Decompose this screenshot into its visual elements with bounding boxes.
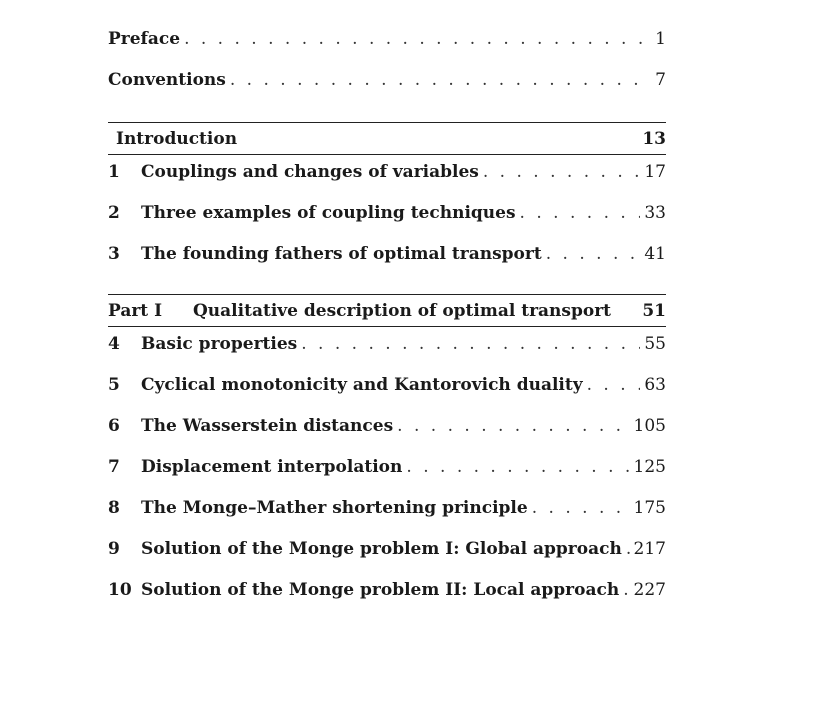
chapter-title: Solution of the Monge problem II: Local approach bbox=[141, 580, 620, 600]
entry-page: 1 bbox=[655, 29, 666, 49]
introduction-header[interactable] bbox=[108, 122, 666, 155]
toc-entry-chapter-1[interactable] bbox=[108, 159, 666, 200]
dot-leader bbox=[532, 495, 630, 521]
chapter-page: 227 bbox=[633, 580, 666, 600]
dot-leader bbox=[301, 331, 640, 357]
chapter-page: 17 bbox=[644, 162, 666, 182]
chapter-page: 63 bbox=[644, 375, 666, 395]
dot-leader bbox=[546, 241, 641, 267]
entry-page: 7 bbox=[655, 70, 666, 90]
entry-title: Preface bbox=[108, 29, 181, 49]
chapter-number: 4 bbox=[108, 334, 120, 354]
chapter-title: Three examples of coupling techniques bbox=[141, 203, 516, 223]
chapter-page: 175 bbox=[633, 498, 666, 518]
chapter-title: Cyclical monotonicity and Kantorovich duality bbox=[141, 375, 583, 395]
chapter-page: 217 bbox=[633, 539, 666, 559]
dot-leader bbox=[397, 413, 629, 439]
dot-leader bbox=[230, 67, 642, 93]
chapter-number: 10 bbox=[108, 580, 132, 600]
dot-leader bbox=[587, 372, 641, 398]
part-one-header[interactable] bbox=[108, 294, 666, 327]
part-page: 51 bbox=[642, 300, 666, 321]
table-of-contents bbox=[108, 26, 666, 618]
part-label: Part I bbox=[108, 300, 163, 321]
chapter-title: Basic properties bbox=[141, 334, 298, 354]
part-title: Qualitative description of optimal transport bbox=[193, 300, 612, 321]
toc-entry-chapter-7[interactable] bbox=[108, 454, 666, 495]
chapter-page: 33 bbox=[644, 203, 666, 223]
toc-entry-chapter-2[interactable] bbox=[108, 200, 666, 241]
chapter-title: Displacement interpolation bbox=[141, 457, 403, 477]
chapter-number: 8 bbox=[108, 498, 120, 518]
chapter-page: 105 bbox=[633, 416, 666, 436]
chapter-number: 7 bbox=[108, 457, 120, 477]
chapter-title: Couplings and changes of variables bbox=[141, 162, 479, 182]
toc-entry-chapter-6[interactable] bbox=[108, 413, 666, 454]
chapter-number: 1 bbox=[108, 162, 120, 182]
toc-entry-preface[interactable] bbox=[108, 26, 666, 67]
toc-entry-chapter-8[interactable] bbox=[108, 495, 666, 536]
dot-leader bbox=[483, 159, 641, 185]
chapter-page: 55 bbox=[644, 334, 666, 354]
toc-entry-conventions[interactable] bbox=[108, 67, 666, 108]
toc-entry-chapter-3[interactable] bbox=[108, 241, 666, 282]
dot-leader bbox=[184, 26, 642, 52]
dot-leader bbox=[406, 454, 629, 480]
chapter-page: 125 bbox=[633, 457, 666, 477]
chapter-title: Solution of the Monge problem I: Global approach bbox=[141, 539, 622, 559]
dot-leader bbox=[626, 536, 630, 562]
introduction-page: 13 bbox=[642, 128, 666, 149]
chapter-title: The founding fathers of optimal transport bbox=[141, 244, 542, 264]
toc-entry-chapter-10[interactable] bbox=[108, 577, 666, 618]
introduction-title: Introduction bbox=[116, 128, 238, 149]
chapter-number: 2 bbox=[108, 203, 120, 223]
chapter-number: 3 bbox=[108, 244, 120, 264]
chapter-number: 5 bbox=[108, 375, 120, 395]
dot-leader bbox=[623, 577, 629, 603]
chapter-title: The Wasserstein distances bbox=[141, 416, 394, 436]
chapter-number: 9 bbox=[108, 539, 120, 559]
chapter-page: 41 bbox=[644, 244, 666, 264]
dot-leader bbox=[520, 200, 641, 226]
chapter-title: The Monge–Mather shortening principle bbox=[141, 498, 528, 518]
chapter-number: 6 bbox=[108, 416, 120, 436]
toc-entry-chapter-5[interactable] bbox=[108, 372, 666, 413]
entry-title: Conventions bbox=[108, 70, 226, 90]
toc-entry-chapter-4[interactable] bbox=[108, 331, 666, 372]
toc-entry-chapter-9[interactable] bbox=[108, 536, 666, 577]
